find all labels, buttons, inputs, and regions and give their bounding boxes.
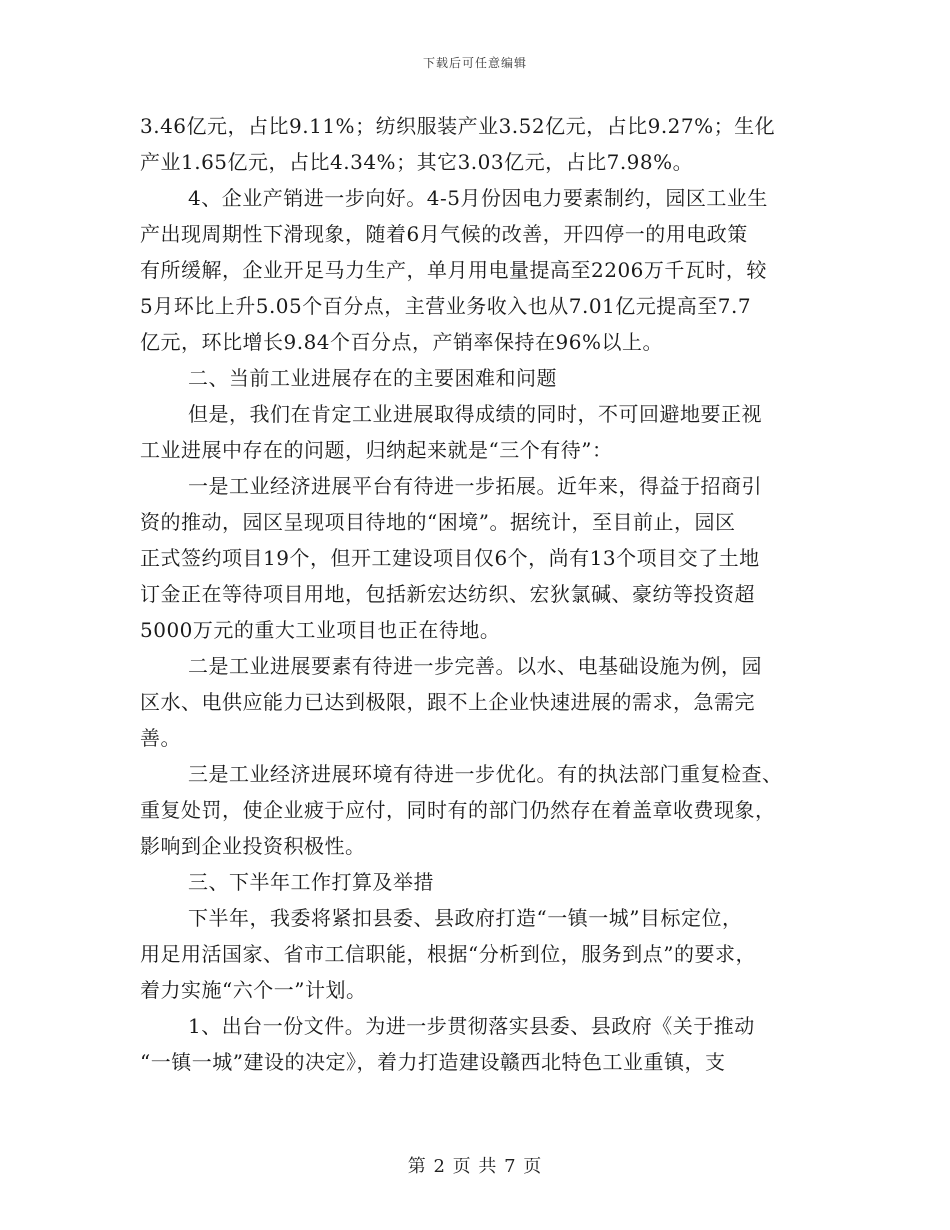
page-header: 下载后可任意编辑 [422,56,527,70]
text-line: 二是工业进展要素有待进一步完善。以水、电基础设施为例，园 [188,654,762,678]
text-line: 三、下半年工作打算及举措 [188,870,434,894]
text-line: 一是工业经济进展平台有待进一步拓展。近年来，得益于招商引 [188,474,762,498]
text-line: 产出现周期性下滑现象，随着6月气候的改善，开四停一的用电政策 [140,222,748,246]
text-line: 3.46亿元，占比9.11%；纺织服装产业3.52亿元，占比9.27%；生化 [140,114,776,138]
text-line: 1、出台一份文件。为进一步贯彻落实县委、县政府《关于推动 [188,1014,755,1038]
text-line: 亿元，环比增长9.84个百分点，产销率保持在96%以上。 [140,330,663,354]
document-body [140,108,812,1080]
text-line: 二、当前工业进展存在的主要困难和问题 [188,366,557,390]
text-line: 下半年，我委将紧扣县委、县政府打造“一镇一城”目标定位， [188,906,743,930]
text-line: 三是工业经济进展环境有待进一步优化。有的执法部门重复检查、 [188,762,783,786]
text-line: “一镇一城”建设的决定》，着力打造建设赣西北特色工业重镇，支 [140,1050,726,1074]
text-line: 5月环比上升5.05个百分点，主营业务收入也从7.01亿元提高至7.7 [140,294,752,318]
text-line: 正式签约项目19个，但开工建设项目仅6个，尚有13个项目交了土地 [140,546,760,570]
text-line: 重复处罚，使企业疲于应付，同时有的部门仍然存在着盖章收费现象， [140,798,776,822]
text-line: 影响到企业投资积极性。 [140,834,366,858]
text-line: 资的推动，园区呈现项目待地的“困境”。据统计，至目前止，园区 [140,510,736,534]
text-line: 着力实施“六个一”计划。 [140,978,367,1002]
text-line: 但是，我们在肯定工业进展取得成绩的同时，不可回避地要正视 [188,402,762,426]
text-line: 产业1.65亿元，占比4.34%；其它3.03亿元，占比7.98%。 [140,150,694,174]
text-line: 订金正在等待项目用地，包括新宏达纺织、宏狄氯碱、豪纺等投资超 [140,582,755,606]
text-line: 善。 [140,726,181,750]
text-line: 区水、电供应能力已达到极限，跟不上企业快速进展的需求，急需完 [140,690,755,714]
page-footer: 第 2 页 共 7 页 [407,1156,543,1177]
text-line: 用足用活国家、省市工信职能，根据“分析到位，服务到点”的要求， [140,942,756,966]
text-line: 有所缓解，企业开足马力生产，单月用电量提高至2206万千瓦时，较 [140,258,767,282]
text-line: 工业进展中存在的问题，归纳起来就是“三个有待”： [140,438,613,462]
text-line: 5000万元的重大工业项目也正在待地。 [140,618,501,642]
text-line: 4、企业产销进一步向好。4-5月份因电力要素制约，园区工业生 [188,186,768,210]
